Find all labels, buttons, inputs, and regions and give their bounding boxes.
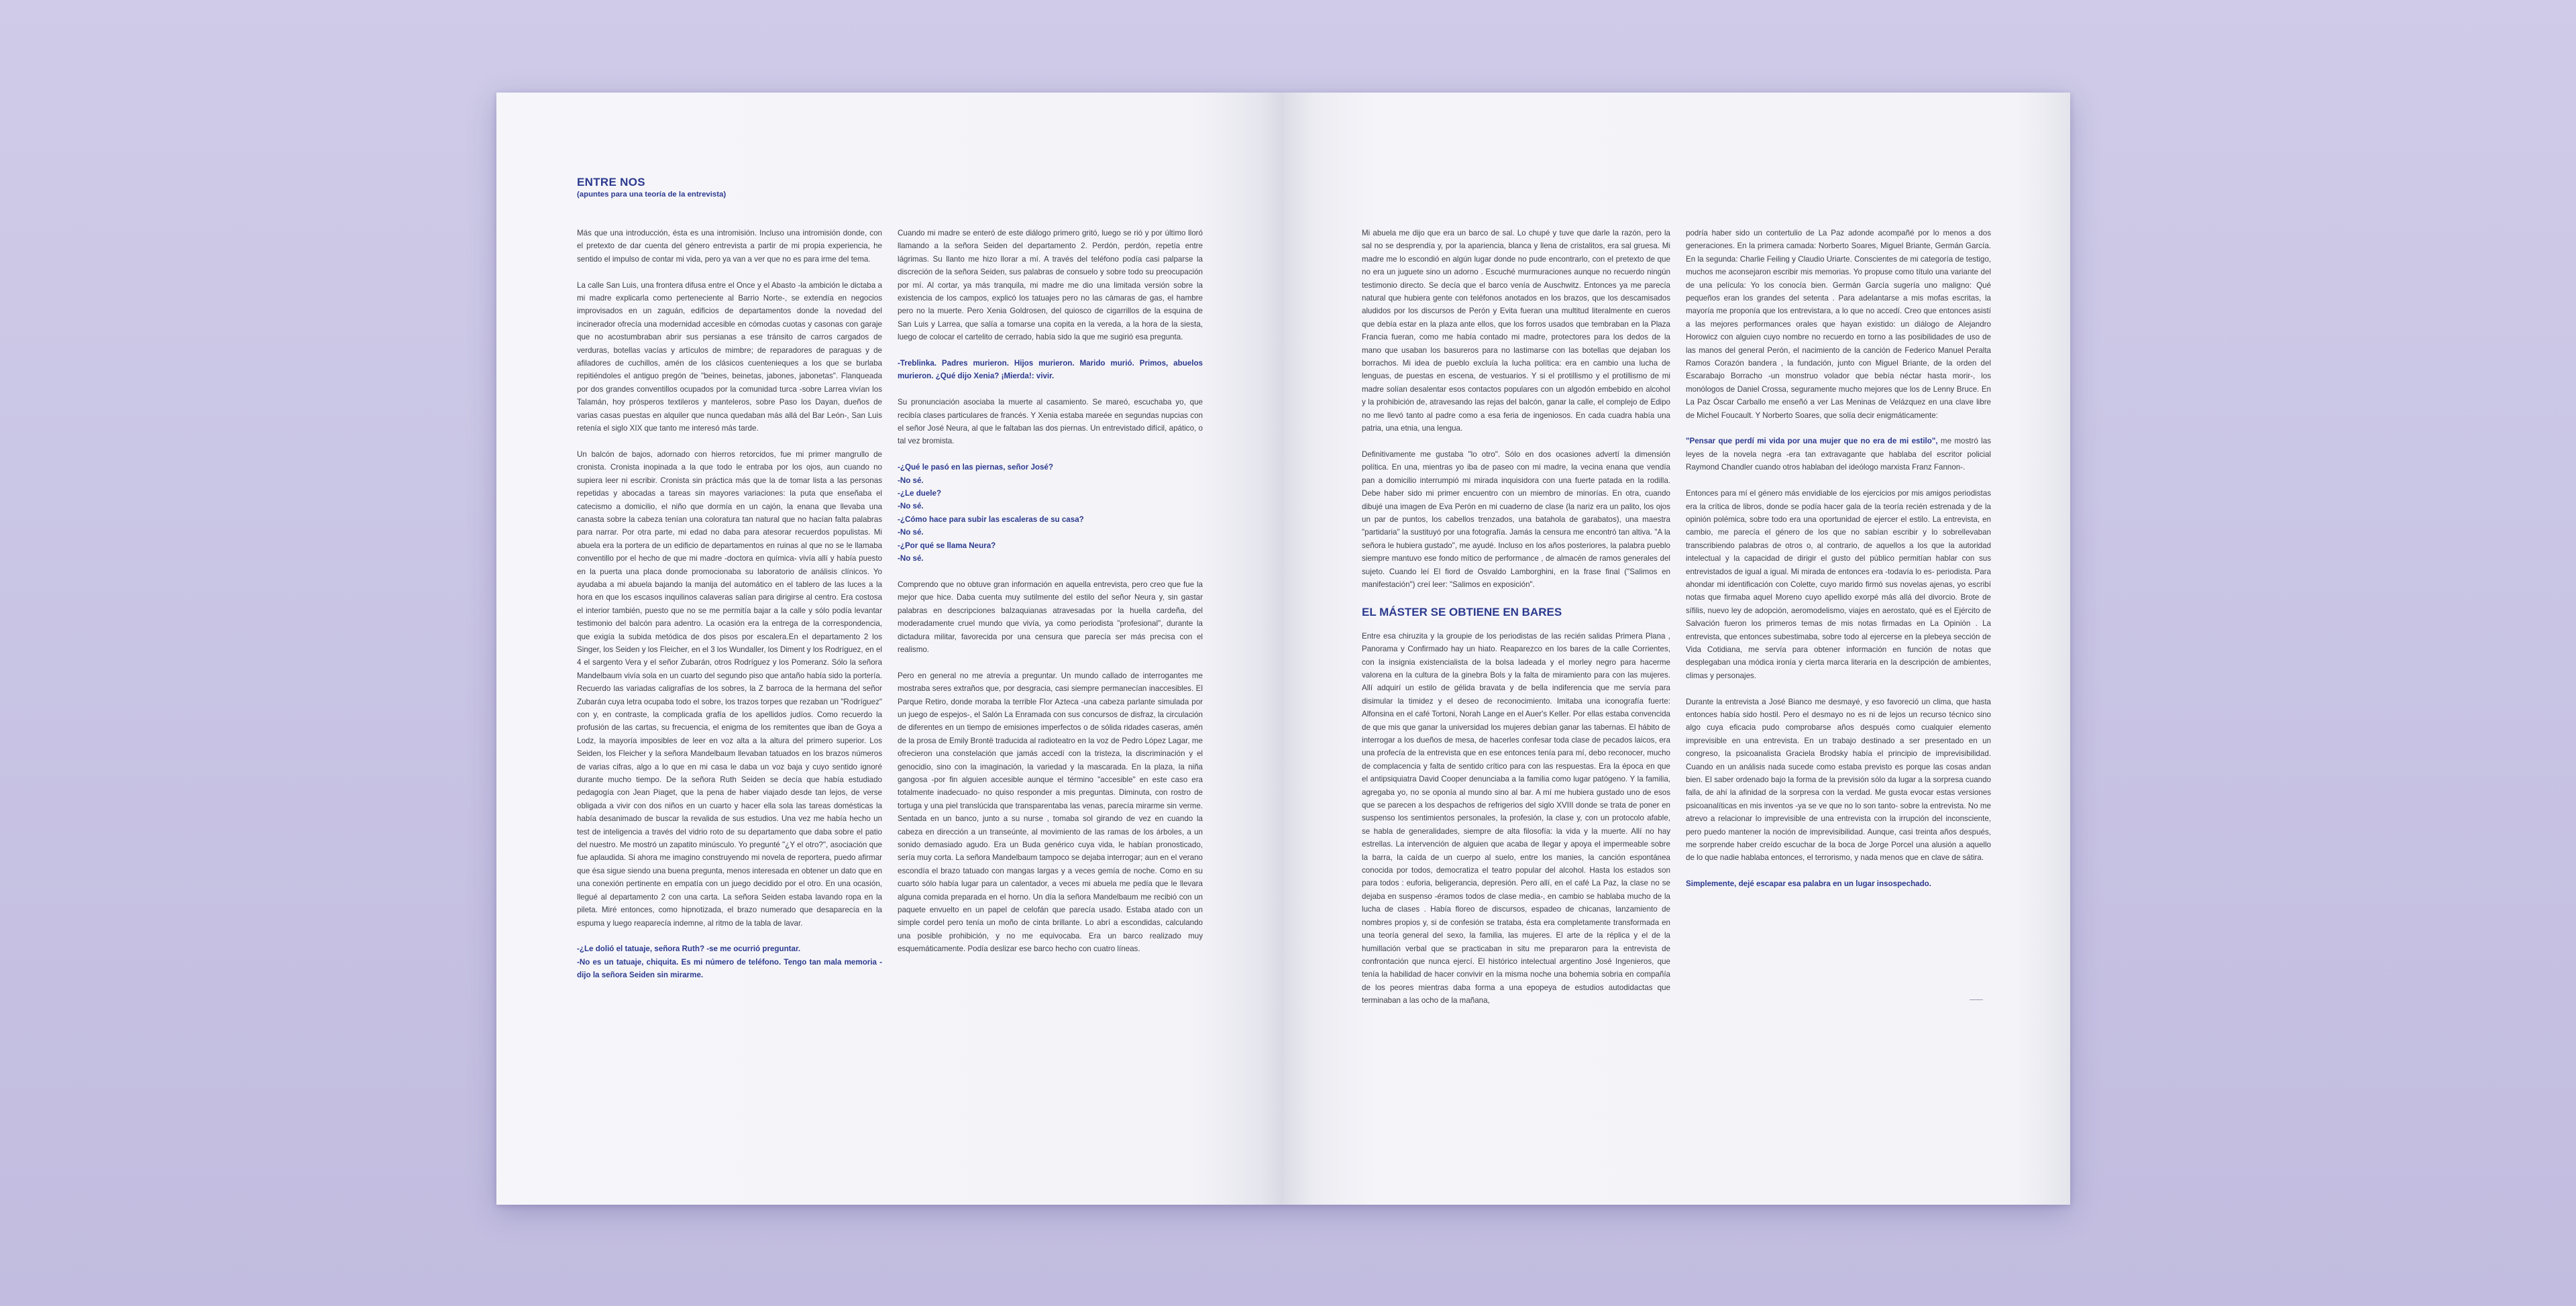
dialogue-block bbox=[898, 461, 1203, 565]
book-spread bbox=[496, 93, 2070, 1205]
paragraph: Entre esa chiruzita y la groupie de los periodistas de las recién salidas Primera Plana , Panorama y Confirmado hay un hiato. Reaparezco en los bares de la calle Corrientes, con la insignia existencialista de la bolsa ladeada y el morley negro para hacerme valorena en la cultura de la ginebra Bols y la falta de miramiento para con las mujeres. Allí adquirí un estilo de gélida bravata y de bella indiferencia que me servía para disimular la timidez y el deseo de reconocimiento. Imitaba una iconografía fuerte: Alfonsina en el café Tortoni, Norah Lange en el Auer's Keller. Por ellas estaba convencida de que mis que ganar la universidad los mujeres debían ganar las tabernas. El hábito de interrogar a los dueños de mesa, de hacerles confesar toda clase de pecados laicos, era una profecía de la entrevista que en ese entonces tenía para mí, debo reconocer, mucho de complacencia y falta de sentido crítico para con las respuestas. Era la época en que el antipsiquiatra David Cooper denunciaba a la familia como lugar patógeno. Y la familia, agregaba yo, no se oponía al mundo sino al bar. A mí me hubiera gustado uno de esos que se parecen a los despachos de refrigerios del siglo XVIII donde se trata de poner en suspenso los sentimientos personales, la profesión, la clase y, con un protocolo afable, se habla de generalidades, siempre de alta filosofía: la vida y la muerte. Allí no hay estrellas. La intervención de alguien que acaba de llegar y apoya el impermeable sobre la barra, la caída de un cuerpo al suelo, entre los manies, la canción espontánea conocida por todos, democratiza el teatro popular del alcohol. Hasta los estados son para todos : euforia, beligerancia, depresión. Pero allí, en el café La Paz, la clase no se dejaba en suspenso -éramos todos de clase media-, en cambio se hablaba mucho de la lucha de clases . Había floreo de discursos, espadeo de chicanas, lanzamiento de nombres propios y, si de confesión se trataba, ésta era completamente transformada en una teoría general del sexo, la familia, las mujeres. El arte de la réplica y el de la humillación verbal que se practicaban in situ me prepararon para la entrevista de confrontación que nunca ejercí. El histórico intelectual argentino José Ingenieros, que tenía la habilidad de hacer convivir en la misma noche una bohemia sobria en compañía de los peores mientras daba forma a una epopeya de estudios autodidactas que terminaban a las ocho de la mañana, bbox=[1362, 631, 1670, 1005]
dialogue-line: -No sé. bbox=[898, 554, 924, 563]
dialogue-line: -¿Cómo hace para subir las escaleras de su casa? bbox=[898, 514, 1084, 524]
dialogue-line: -No es un tatuaje, chiquita. Es mi número de teléfono. Tengo tan mala memoria -dijo la señora Seiden sin mirarme. bbox=[577, 957, 882, 980]
paragraph: Un balcón de bajos, adornado con hierros retorcidos, fue mi primer mangrullo de cronista. Cronista inopinada a la que todo le entraba por los ojos, aun cuando no supiera leer ni escribir. Cronista sin práctica más que la de tomar lista a las personas repetidas y abocadas a tareas sin mayores variaciones: la puta que enseñaba el catecismo a domicilio, el niño que dormía en un cajón, la enana que llevaba una canasta sobre la cabeza tenían una coloratura tan natural que no hacían falta palabras para narrar. Por otra parte, mi edad no daba para atesorar recuerdos populistas. Mi abuela era la portera de un edificio de departamentos en ruinas al que no se le llamaba conventillo por el hecho de que mi madre -doctora en química- vivía allí y había puesto en la puerta una placa donde promocionaba su laboratorio de análisis clínicos. Yo ayudaba a mi abuela bajando la manija del automático en el tablero de las luces a la hora en que los escasos inquilinos calaveras salían para dirigirse al centro. Era costosa el interior también, puesto que no se me permitía bajar a la calle y sólo podía levantar testimonio del balcón para adentro. La ocasión era la entrega de la correspondencia, que exigía la subida metódica de dos pisos por escalera.En el departamento 2 los Singer, los Seiden y los Fleicher, en el 3 los Wundaller, los Diment y los Rodríguez, en el 4 el sargento Vera y el señor Zubarán, otros Rodríguez y los Pomeranz. Sólo la señora Mandelbaum vivía sola en un cuarto del segundo piso que antaño había sido la portería. Recuerdo las variadas caligrafías de los sobres, la Z barroca de la hermana del señor Zubarán cuya letra ocupaba todo el sobre, los trazos torpes que rezaban un "Rodríguez" con y, en contraste, la complicada grafía de los apellidos judíos. Como recuerdo la profusión de las cartas, su frecuencia, el enigma de los remitentes que iban de Goya a Lodz, la mayoría imposibles de leer en voz alta a la altura del primero superior. Los Seiden, los Fleicher y la señora Mandelbaum llevaban tatuados en los brazos números de varias cifras, algo a lo que en mi casa le daba un voz baja y cuyo sentido ignoré durante mucho tiempo. De la señora Ruth Seiden se decía que había estudiado pedagogía con Jean Piaget, que la pena de haber viajado desde tan lejos, de verse obligada a vivir con dos niños en un cuarto y hacer ella sola las tareas domésticas la había desanimado de buscar la revalida de sus estudios. Una vez me había hecho un test de inteligencia a través del vidrio roto de su departamento que daba sobre el patio del nuestro. Me mostró un zapatito minúsculo. Yo pregunté "¿Y el otro?", asociación que fue aplaudida. Si ahora me imagino construyendo mi novela de reportera, puedo afirmar que ésa sigue siendo una buena pregunta, menos interesada en obtener un dato que en una conexión pertinente en empatía con un juego decidido por el otro. En una ocasión, llegué al departamento 2 con una carta. La señora Seiden estaba lavando ropa en la pileta. Miré entonces, como hipnotizada, el brazo numerado que desaparecía en la espuma y luego reaparecía indemne, al ritmo de la tabla de lavar. bbox=[577, 449, 882, 928]
closing-line: Simplemente, dejé escapar esa palabra en un lugar insospechado. bbox=[1686, 879, 1931, 889]
paragraph: La calle San Luis, una frontera difusa entre el Once y el Abasto -la ambición le dictaba a mi madre explicarla como perteneciente al Barrio Norte-, se extendía en negocios improvisados en un zaguán, edificios de departamentos donde la novedad del incinerador ofrecía una modernidad accesible en cómodas cuotas y casonas con garaje que no acostumbraban abrir sus persianas a ese tránsito de carros cargados de verduras, botellas vacías y artículos de mimbre; de reparadores de paraguas y de afiladores de cuchillos, amén de los clásicos cuentenieques a los que se burlaba repitiéndoles el antiguo pregón de "beines, beinetas, jabones, jabonetas". Flanqueada por dos grandes conventillos ocupados por la comunidad turca -sobre Larrea vivían los Talamán, hoy prósperos textileros y manteleros, sobre Paso los Dayan, dueños de varias casas puestas en alquiler que nunca quedaban más allá del Bar León-, San Luis retenía el siglo XIX que tanto me interesó más tarde. bbox=[577, 280, 882, 433]
end-mark bbox=[1970, 999, 1983, 1000]
left-column-1 bbox=[577, 227, 882, 982]
paragraph: Definitivamente me gustaba "lo otro". Sólo en dos ocasiones advertí la dimensión política. En una, mientras yo iba de paseo con mi madre, la vecina enana que vendía pan a domicilio interrumpió mi mirada inquisidora con una fuerte patada en la rodilla. Debe haber sido mi primer encuentro con un miembro de minorías. En otra, cuando dibujé una imagen de Eva Perón en mi cuaderno de clase (la nariz era un palito, los ojos un par de puntos, los cabellos trenzados, una batahola de garabatos), una maestra "partidaria" la sustituyó por una fotografía. Jamás la censura me encontró tan altiva. "A la señora le hubiera gustado", me ayudé. Incluso en los años posteriores, la palabra pueblo siempre mantuvo ese fondo mítico de performance , de almacén de ramos generales del sujeto. Cuando leí El fiord de Osvaldo Lamborghini, en la frase final ("Salimos en manifestación") creí leer: "Salimos en exposición". bbox=[1362, 449, 1670, 589]
section-heading: EL MÁSTER SE OBTIENE EN BARES bbox=[1362, 605, 1562, 618]
dialogue-line: -¿Qué le pasó en las piernas, señor José? bbox=[898, 463, 1053, 472]
dialogue-line: -No sé. bbox=[898, 528, 924, 537]
dialogue-line: -No sé. bbox=[898, 476, 924, 485]
quote-paragraph bbox=[1686, 435, 1991, 474]
paragraph: Mi abuela me dijo que era un barco de sal. Lo chupé y tuve que darle la razón, pero la sal no se desprendía y, por la apariencia, blanca y llena de cristalitos, era sal gruesa. Mi madre me lo escondió en algún lugar donde no pude encontrarlo, con el pretexto de que no era un juguete sino un adorno . Escuché murmuraciones aunque no recuerdo ningún testimonio directo. Se decía que el barco venía de Auschwitz. Entonces ya me parecía natural que hubiera gente con teléfonos anotados en los brazos, que los descamisados aludidos por los discursos de Perón y Evita fueran una multitud literalmente en cueros que debía estar en la plaza ante ellos, que los forros usados que tembraban en la Plaza Francia fueran, como me había contado mi madre, protectores para los dedos de la mano que usaban los basureros para no lastimarse con las botellas que dejaban los borrachos. Mi idea de pueblo excluía la lucha política: era en cambio una lucha de lenguas, de puestas en escena, de vestuarios. Y si el protillismo y el protillismo de mi madre solían desalentar esos contactos populares con un algodón embebido en alcohol y la prohibición de, atravesando las rejas del balcón, ganar la calle, el complejo de Edipo no me llevó tanto al padre como a esa feria de ingeniosos. En cada cuadra había una patria, una etnia, una lengua. bbox=[1362, 229, 1670, 433]
quote: "Pensar que perdí mi vida por una mujer que no era de mi estilo", bbox=[1686, 437, 1938, 446]
right-column-2 bbox=[1686, 227, 1991, 904]
chapter-subtitle: (apuntes para una teoría de la entrevista) bbox=[577, 191, 727, 199]
dialogue-line: -No sé. bbox=[898, 502, 924, 511]
paragraph: Cuando mi madre se enteró de este diálogo primero gritó, luego se rió y por último lloró llamando a la señora Seiden del departamento 2. Perdón, perdón, repetía entre lágrimas. Su llanto me hizo llorar a mí. A través del teléfono podía casi palparse la discreción de la señora Seiden, sus palabras de consuelo y sobre todo su preocupación por mí. Al cortar, ya más tranquila, mi madre me dio una limitada versión sobre la existencia de los campos, explicó los tatuajes pero no las cámaras de gas, el hambre pero no la muerte. Pero Xenia Goldrosen, del quiosco de cigarrillos de la esquina de San Luis y Larrea, que salía a tomarse una copita en la vereda, a la hora de la siesta, luego de colocar el cartelito de cerrado, había sido la que me sugirió esa pregunta. bbox=[898, 229, 1203, 342]
paragraph: Durante la entrevista a José Bianco me desmayé, y eso favoreció un clima, que hasta entonces había sido hostil. Pero el desmayo no es ni de lejos un recurso técnico sino algo cuya eficacia pudo comprobarse años después como cualquier elemento imprevisible en una entrevista. En un trabajo destinado a ser presentado en un congreso, la psicoanalista Graciela Brodsky había el principio de imprevisibilidad. Cuando en un análisis nada sucede como estaba previsto es porque las cosas andan bien. El saber ordenado bajo la forma de la previsión sólo da lugar a la sorpresa cuando falla, de ahí la afinidad de la sorpresa con la verdad. Me gusta evocar estas versiones psicoanalíticas en mis inventos -ya se ve que no lo son tanto- sobre la entrevista. No me atrevo a relacionar lo imprevisible de una entrevista con la irrupción del inconsciente, pero puedo mantener la noción de imprevisibilidad. Aunque, casi treinta años después, me sorprende haber creído escuchar de la boca de Jorge Porcel una alusión a aquello de lo que nadie hablaba entonces, el terrorismo, y nada menos que en clave de sátira. bbox=[1686, 697, 1991, 863]
paragraph: Pero en general no me atrevía a preguntar. Un mundo callado de interrogantes me mostraba seres extraños que, por desgracia, casi siempre permanecían inaccesibles. El Parque Retiro, donde moraba la terrible Flor Azteca -una cabeza parlante simulada por un juego de espejos-, el Salón La Enramada con sus concursos de disfraz, la circulación de diferentes en un tiempo de emisiones imperfectos o de sólida ridades caseras, amén de la prosa de Emily Brontë traducida al radioteatro en la voz de Pedro López Lagar, me ofrecieron una constelación que jamás accedí con la tristeza, la discriminación y el genocidio, sino con la imaginación, la variedad y la mascarada. En la plaza, la niña gangosa -por fin alguien accesible aunque el término "accesible" en este caso era totalmente inadecuado- no quiso responder a mis preguntas. Diminuta, con rostro de tortuga y una piel translúcida que transparentaba las venas, parecía mirarme sin verme. Sentada en un banco, junto a su nurse , tomaba sol girando de vez en cuando la cabeza en dirección a un transeúnte, al movimiento de las ramas de los árboles, a un sonido demasiado agudo. Era un Buda genérico cuya vida, le habían pronosticado, sería muy corta. La señora Mandelbaum tampoco se dejaba interrogar; aun en el verano escondía el brazo tatuado con mangas largas y a veces gemía de noche. Como en su cuarto sólo había lugar para un calentador, a veces mi abuela me pedía que le llevara alguna comida preparada en el horno. Un día la señora Mandelbaum me recibió con un paquete envuelto en un papel de celofán que parecía usado. Estaba atado con un simple cordel pero tenía un moño de cinta brillante. Lo abrí a escondidas, calculando una posible prohibición, y no me equivocaba. Era un barco realizado muy esquemáticamente. Podía deslizar ese barco hecho con cuatro líneas. bbox=[898, 671, 1203, 954]
dialogue-line: -¿Por qué se llama Neura? bbox=[898, 541, 996, 550]
paragraph: Su pronunciación asociaba la muerte al casamiento. Se mareó, escuchaba yo, que recibía clases particulares de francés. Y Xenia estaba mareée en segundas nupcias con el señor José Neura, al que le faltaban las dos piernas. Un entrevistado difícil, apático, o tal vez bromista. bbox=[898, 398, 1203, 446]
left-page bbox=[496, 93, 1283, 1205]
paragraph: podría haber sido un contertulio de La Paz adonde acompañé por lo menos a dos generaciones. En la primera camada: Norberto Soares, Miguel Briante, Germán García. En la segunda: Charlie Feiling y Claudio Uriarte. Conscientes de mi categoría de testigo, muchos me aconsejaron escribir mis memorias. Yo propuse como título una variante del de una película: Yo los conocía bien. Germán García sugería uno maligno: Qué pequeños eran los grandes del setenta . Para adelantarse a mis mofas escritas, la mayoría me proponía que los entrevistara, a lo que no accedí. Creo que entonces asistí a las mejores performances orales que hayan existido: un diálogo de Alejandro Horowicz con alguien cuyo nombre no recuerdo en torno a las posibilidades de uso de las manos del general Perón, el nacimiento de la canción de Federico Manuel Peralta Ramos Corazón bandera , la fundación, junto con Miguel Briante, de la orden del Escarabajo Borracho -un monstruo volador que bebía néctar hasta morir-, los monólogos de Daniel Crossa, seguramente mucho mejores que los de Lenny Bruce. En La Paz Óscar Carballo me enseñó a ver Las Meninas de Velázquez en una clave libre de Michel Foucault. Y Norberto Soares, que solía decir enigmáticamente: bbox=[1686, 229, 1991, 420]
paragraph: Comprendo que no obtuve gran información en aquella entrevista, pero creo que fue la mejor que hice. Daba cuenta muy sutilmente del estilo del señor Neura y, sin gastar palabras en descripciones balzaquianas atravesadas por la huella cardeña, del moderadamente cruel mundo que vivía, ya como periodista "profesional", durante la dictadura militar, favorecida por una censura que parecía ser más precisa con el realismo. bbox=[898, 580, 1203, 654]
right-column-1 bbox=[1362, 227, 1670, 1020]
chapter-title: ENTRE NOS bbox=[577, 176, 645, 188]
paragraph: Entonces para mí el género más envidiable de los ejercicios por mis amigos periodistas era la crítica de libros, donde se podía hacer gala de la teoría recién estrenada y de la opinión polémica, sobre todo era una oportunidad de ejercer el estilo. La entrevista, en cambio, me parecía el género de los que no sabían escribir y lo sobrellevaban transcribiendo palabras de otros o, al contrario, de aquellos a los que la autoridad intelectual y la capacidad de dirigir el gusto del público permitían hablar con sus entrevistados de igual a igual. Mi mirada de entonces era -todavía lo es- periodista. Para ahondar mi identificación con Colette, cuyo marido firmó sus novelas ajenas, yo escribí notas que firmaba aquel Moreno cuyo apellido exorpé más allá del divorcio. Brote de sífilis, nuevo ley de adopción, aeromodelismo, viajes en aerostato, qué es el Ejército de Salvación fueron los primeros temas de mis notas firmadas en La Opinión . La entrevista, que entonces subestimaba, sobre todo al ejercerse en la plebeya sección de Vida Cotidiana, me servía para obtener información en función de notas que desplegaban una módica ironía y cierta marca literaria en la descripción de ambientes, climas y personajes. bbox=[1686, 489, 1991, 680]
left-column-2 bbox=[898, 227, 1203, 969]
paragraph: Más que una introducción, ésta es una intromisión. Incluso una intromisión donde, con el pretexto de dar cuenta del género entrevista a partir de mi propia experiencia, he sentido el impulso de contar mi vida, pero ya van a ver que no es para irme del tema. bbox=[577, 229, 882, 264]
right-page bbox=[1283, 93, 2070, 1205]
dialogue-line: -¿Le dolió el tatuaje, señora Ruth? -se me ocurrió preguntar. bbox=[577, 944, 801, 954]
dialogue-block bbox=[577, 942, 882, 981]
dialogue-line: -¿Le duele? bbox=[898, 489, 942, 498]
quote-continuation: me mostró las leyes de la novela negra -era tan extravagante que hablaba del escritor policial Raymond Chandler cuando otros hablaban del ideólogo marxista Franz Fannon-. bbox=[1686, 437, 1992, 472]
dialogue-line: -Treblinka. Padres murieron. Hijos murieron. Marido murió. Primos, abuelos murieron. ¿Qué dijo Xenia? ¡Mierda!: vivir. bbox=[898, 359, 1203, 381]
